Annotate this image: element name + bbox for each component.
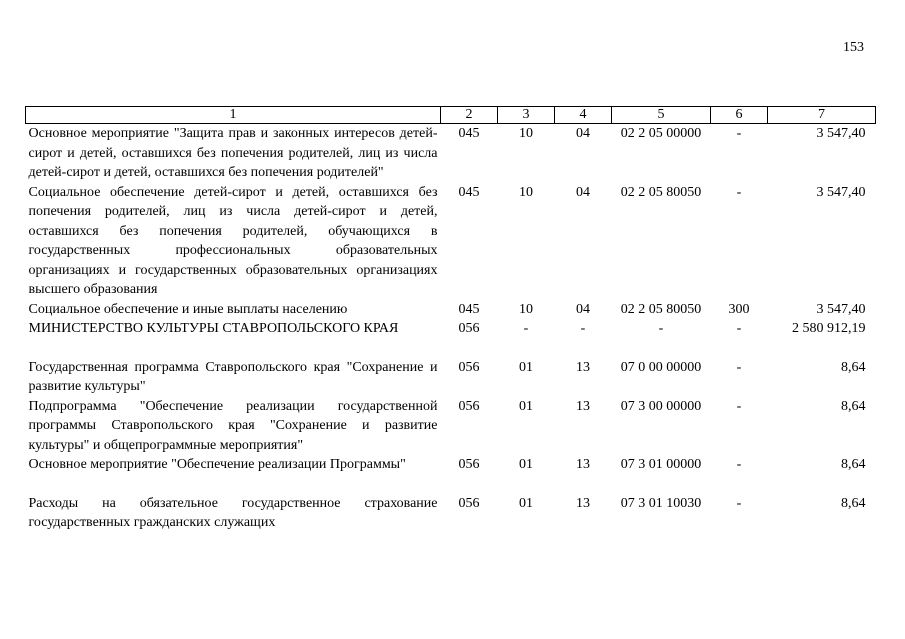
row-amount: 3 547,40 — [816, 184, 866, 200]
row-expense-type: - — [736, 184, 742, 200]
row-subsection: 04 — [576, 126, 590, 141]
row-target-article: 07 3 01 00000 — [620, 457, 702, 472]
row-target-article: 07 3 01 10030 — [620, 495, 702, 511]
row-ministry-code: 056 — [458, 457, 480, 472]
row-ministry-code: 045 — [458, 301, 480, 317]
row-section: 01 — [519, 457, 533, 472]
row-target-article: 07 3 00 00000 — [620, 398, 702, 414]
table-row — [26, 397, 876, 456]
row-expense-type: - — [736, 495, 742, 511]
table-row — [26, 300, 876, 320]
row-amount: 8,64 — [841, 457, 866, 472]
row-description: Социальное обеспечение и иные выплаты населению — [28, 301, 348, 317]
column-header-4: 4 — [555, 107, 612, 124]
row-description: Подпрограмма "Обеспечение реализации государственной программы Ставропольского края "Сохранение и развитие культуры" и общепрограммные мероприятия" — [28, 398, 438, 453]
row-subsection: 04 — [576, 301, 590, 317]
row-ministry-code: 056 — [458, 321, 480, 336]
row-subsection: 13 — [576, 359, 590, 375]
page-number: 153 — [843, 40, 864, 55]
table-row — [26, 124, 876, 183]
budget-table — [25, 106, 876, 533]
row-subsection: 13 — [576, 495, 590, 511]
row-amount: 8,64 — [841, 495, 866, 511]
column-header-2: 2 — [441, 107, 498, 124]
row-description: МИНИСТЕРСТВО КУЛЬТУРЫ СТАВРОПОЛЬСКОГО КРАЯ — [28, 321, 399, 336]
row-description: Основное мероприятие "Обеспечение реализации Программы" — [28, 457, 406, 472]
row-target-article: 07 0 00 00000 — [620, 359, 702, 375]
row-expense-type: 300 — [728, 301, 750, 317]
row-ministry-code: 045 — [458, 184, 480, 200]
row-subsection: 04 — [576, 184, 590, 200]
row-target-article: 02 2 05 80050 — [620, 301, 702, 317]
column-header-6: 6 — [711, 107, 768, 124]
row-description: Социальное обеспечение детей-сирот и детей, оставшихся без попечения родителей, лиц из числа детей-сирот и детей, оставшихся без попечения родителей, обучающихся в государственных профессиональных образовательных организациях и государственных образовательных организациях высшего образования — [28, 184, 438, 297]
row-description: Основное мероприятие "Защита прав и законных интересов детей-сирот и детей, оставшихся без попечения родителей, лиц из числа детей-сирот и детей, оставшихся без попечения родителей" — [28, 126, 438, 180]
table-row — [26, 494, 876, 533]
row-section: - — [523, 321, 529, 336]
row-expense-type: - — [736, 359, 742, 375]
table-row — [26, 319, 876, 358]
row-section: 10 — [519, 184, 533, 200]
row-amount: 8,64 — [841, 398, 866, 414]
row-ministry-code: 056 — [458, 359, 480, 375]
row-expense-type: - — [736, 126, 742, 141]
row-description: Расходы на обязательное государственное страхование государственных гражданских служащих — [28, 495, 438, 530]
row-target-article: 02 2 05 80050 — [620, 184, 702, 200]
row-amount: 3 547,40 — [816, 301, 866, 317]
table-row — [26, 455, 876, 494]
row-section: 10 — [519, 301, 533, 317]
row-ministry-code: 056 — [458, 495, 480, 511]
row-subsection: 13 — [576, 457, 590, 472]
row-amount: 3 547,40 — [816, 126, 866, 141]
row-section: 10 — [519, 126, 533, 141]
row-amount: 8,64 — [841, 359, 866, 375]
column-header-3: 3 — [498, 107, 555, 124]
row-expense-type: - — [736, 321, 742, 336]
row-expense-type: - — [736, 457, 742, 472]
column-header-1: 1 — [26, 107, 441, 124]
table-header-row — [26, 107, 876, 124]
row-section: 01 — [519, 359, 533, 375]
column-header-5: 5 — [612, 107, 711, 124]
row-subsection: 13 — [576, 398, 590, 414]
row-ministry-code: 056 — [458, 398, 480, 414]
table-row — [26, 358, 876, 397]
row-target-article: 02 2 05 00000 — [620, 126, 702, 141]
row-target-article: - — [658, 321, 664, 336]
row-section: 01 — [519, 398, 533, 414]
column-header-7: 7 — [768, 107, 876, 124]
row-expense-type: - — [736, 398, 742, 414]
table-row — [26, 183, 876, 300]
row-description: Государственная программа Ставропольского края "Сохранение и развитие культуры" — [28, 359, 438, 394]
row-section: 01 — [519, 495, 533, 511]
row-amount: 2 580 912,19 — [792, 321, 866, 336]
row-subsection: - — [580, 321, 586, 336]
row-ministry-code: 045 — [458, 126, 480, 141]
